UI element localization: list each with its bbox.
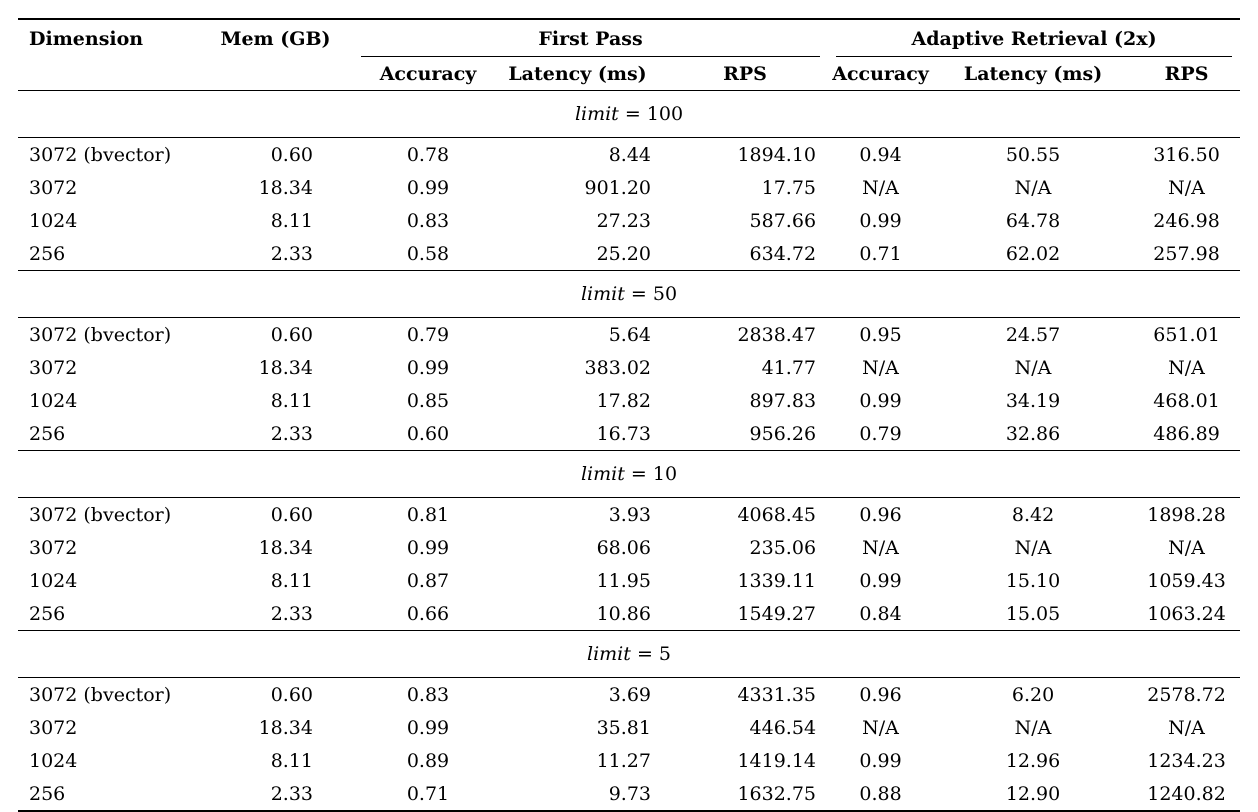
cell-mem: 8.11	[270, 569, 313, 592]
cell-ar-accuracy: N/A	[862, 356, 899, 379]
section-limit-label	[18, 631, 1240, 678]
cell-fp-rps: 956.26	[749, 422, 817, 445]
table-row	[18, 318, 1240, 352]
cell-fp-accuracy: 0.83	[406, 209, 450, 232]
cell-ar-rps: N/A	[1168, 176, 1205, 199]
cell-mem: 0.60	[270, 683, 313, 706]
col-header-fp-rps: RPS	[673, 57, 828, 91]
col-header-ar-latency: Latency (ms)	[933, 57, 1133, 91]
cell-ar-rps: N/A	[1168, 356, 1205, 379]
cell-fp-accuracy: 0.78	[406, 143, 450, 166]
cell-fp-accuracy: 0.66	[406, 602, 450, 625]
cell-ar-rps: 316.50	[1153, 143, 1220, 166]
cell-ar-accuracy: N/A	[862, 716, 899, 739]
cell-ar-accuracy: N/A	[862, 536, 899, 559]
cell-ar-accuracy: 0.94	[859, 143, 902, 166]
benchmark-results-table	[18, 18, 1240, 812]
cell-ar-latency: 6.20	[1011, 683, 1055, 706]
cell-ar-accuracy: 0.96	[859, 503, 902, 526]
cell-ar-latency: 24.57	[1005, 323, 1061, 346]
cell-ar-latency: 32.86	[1005, 422, 1061, 445]
cell-ar-latency: 15.10	[1005, 569, 1061, 592]
col-header-mem: Mem (GB)	[220, 27, 331, 50]
cell-fp-latency: 68.06	[596, 536, 651, 559]
cell-fp-accuracy: 0.99	[406, 716, 450, 739]
col-group-first-pass: First Pass	[353, 19, 828, 57]
cell-ar-accuracy: 0.84	[859, 602, 902, 625]
cell-mem: 0.60	[270, 143, 313, 166]
table-row	[18, 138, 1240, 172]
cell-ar-rps: N/A	[1168, 716, 1205, 739]
table-body	[18, 91, 1240, 812]
cell-ar-accuracy: 0.71	[859, 242, 902, 265]
cell-ar-latency: 12.96	[1005, 749, 1061, 772]
cell-mem: 8.11	[270, 389, 313, 412]
limit-variable: limit	[587, 643, 631, 665]
cell-fp-rps: 4331.35	[737, 683, 817, 706]
cell-ar-rps: 246.98	[1153, 209, 1220, 232]
cell-mem: 2.33	[270, 782, 313, 805]
table-row	[18, 597, 1240, 631]
cell-ar-accuracy: 0.88	[859, 782, 902, 805]
cell-fp-rps: 897.83	[749, 389, 817, 412]
section-limit-label	[18, 91, 1240, 138]
table-row	[18, 711, 1240, 744]
cell-ar-latency: N/A	[1014, 536, 1052, 559]
cell-mem: 2.33	[270, 422, 313, 445]
cell-fp-rps: 1419.14	[737, 749, 817, 772]
cell-fp-accuracy: 0.99	[406, 536, 450, 559]
cell-mem: 2.33	[270, 242, 313, 265]
cell-ar-rps: 1059.43	[1147, 569, 1226, 592]
cell-ar-accuracy: 0.96	[859, 683, 902, 706]
cell-fp-accuracy: 0.99	[406, 176, 450, 199]
section-limit-label	[18, 451, 1240, 498]
cell-mem: 18.34	[258, 176, 313, 199]
cell-fp-rps: 235.06	[749, 536, 817, 559]
cell-dimension: 3072 (bvector)	[29, 323, 172, 346]
cell-fp-accuracy: 0.60	[406, 422, 450, 445]
cell-dimension: 256	[29, 782, 66, 805]
cell-mem: 8.11	[270, 209, 313, 232]
cell-ar-latency: 12.90	[1005, 782, 1061, 805]
cell-fp-latency: 11.95	[596, 569, 651, 592]
cell-fp-accuracy: 0.58	[406, 242, 450, 265]
cell-fp-rps: 587.66	[749, 209, 817, 232]
cell-mem: 8.11	[270, 749, 313, 772]
section-header-limit-100	[18, 91, 1240, 138]
cell-dimension: 3072	[29, 716, 78, 739]
cell-fp-accuracy: 0.81	[406, 503, 450, 526]
cell-ar-latency: 8.42	[1011, 503, 1055, 526]
cell-dimension: 1024	[29, 389, 78, 412]
cell-ar-rps: 468.01	[1153, 389, 1220, 412]
cell-fp-latency: 8.44	[608, 143, 651, 166]
cell-mem: 18.34	[258, 356, 313, 379]
cell-ar-latency: N/A	[1014, 356, 1052, 379]
cell-dimension: 3072	[29, 536, 78, 559]
cell-ar-accuracy: 0.99	[859, 749, 902, 772]
cell-dimension: 1024	[29, 749, 78, 772]
limit-variable: limit	[580, 283, 625, 305]
cell-dimension: 3072 (bvector)	[29, 503, 172, 526]
cell-dimension: 256	[29, 422, 66, 445]
cell-ar-rps: 651.01	[1153, 323, 1220, 346]
table-row	[18, 384, 1240, 417]
table-row	[18, 744, 1240, 777]
cell-fp-latency: 17.82	[596, 389, 651, 412]
cell-dimension: 1024	[29, 569, 78, 592]
cell-ar-latency: 15.05	[1005, 602, 1061, 625]
cell-fp-rps: 2838.47	[737, 323, 817, 346]
cell-fp-latency: 9.73	[608, 782, 651, 805]
cell-fp-latency: 5.64	[608, 323, 651, 346]
cell-dimension: 3072	[29, 356, 78, 379]
col-group-adaptive-retrieval: Adaptive Retrieval (2x)	[828, 19, 1240, 57]
table-row	[18, 237, 1240, 271]
table-row	[18, 171, 1240, 204]
cell-ar-rps: 1240.82	[1147, 782, 1226, 805]
table-row	[18, 351, 1240, 384]
cell-fp-accuracy: 0.87	[406, 569, 450, 592]
cell-fp-latency: 27.23	[596, 209, 651, 232]
table-row	[18, 678, 1240, 712]
cell-fp-accuracy: 0.83	[406, 683, 450, 706]
cell-ar-rps: 2578.72	[1147, 683, 1226, 706]
cell-fp-accuracy: 0.99	[406, 356, 450, 379]
cell-fp-rps: 634.72	[749, 242, 817, 265]
cell-fp-rps: 446.54	[749, 716, 817, 739]
cell-mem: 18.34	[258, 716, 313, 739]
cell-fp-latency: 10.86	[596, 602, 651, 625]
section-header-limit-5	[18, 631, 1240, 678]
cell-fp-accuracy: 0.79	[406, 323, 450, 346]
cell-fp-rps: 1339.11	[737, 569, 817, 592]
cell-ar-rps: 1898.28	[1147, 503, 1226, 526]
cell-ar-accuracy: N/A	[862, 176, 899, 199]
cell-ar-rps: 257.98	[1153, 242, 1220, 265]
table-row	[18, 204, 1240, 237]
cell-ar-latency: 34.19	[1005, 389, 1061, 412]
cell-ar-accuracy: 0.99	[859, 209, 902, 232]
cell-dimension: 3072	[29, 176, 78, 199]
cell-mem: 0.60	[270, 323, 313, 346]
cell-fp-latency: 11.27	[596, 749, 651, 772]
cell-dimension: 3072 (bvector)	[29, 683, 172, 706]
cell-ar-accuracy: 0.79	[859, 422, 902, 445]
cell-mem: 18.34	[258, 536, 313, 559]
cell-dimension: 256	[29, 602, 66, 625]
cell-fp-latency: 383.02	[584, 356, 651, 379]
cell-ar-latency: N/A	[1014, 716, 1052, 739]
limit-variable: limit	[574, 103, 619, 125]
limit-value: = 5	[636, 643, 672, 665]
section-limit-label	[18, 271, 1240, 318]
cell-fp-latency: 3.69	[608, 683, 651, 706]
cell-ar-rps: 486.89	[1153, 422, 1220, 445]
subheader-spacer-dimension	[18, 57, 198, 91]
table-row	[18, 564, 1240, 597]
col-header-dimension: Dimension	[29, 27, 144, 50]
cell-ar-latency: 64.78	[1005, 209, 1061, 232]
cell-fp-latency: 16.73	[596, 422, 651, 445]
section-header-limit-10	[18, 451, 1240, 498]
cell-ar-rps: 1063.24	[1147, 602, 1226, 625]
cell-ar-rps: N/A	[1168, 536, 1205, 559]
table-header	[18, 19, 1240, 91]
limit-value: = 10	[630, 463, 678, 485]
cell-fp-rps: 4068.45	[737, 503, 817, 526]
cell-ar-latency: N/A	[1014, 176, 1052, 199]
cell-fp-accuracy: 0.89	[406, 749, 450, 772]
cell-ar-rps: 1234.23	[1147, 749, 1226, 772]
table-row	[18, 531, 1240, 564]
cell-fp-accuracy: 0.85	[406, 389, 450, 412]
section-header-limit-50	[18, 271, 1240, 318]
cell-fp-rps: 1549.27	[737, 602, 817, 625]
col-header-ar-accuracy: Accuracy	[828, 57, 933, 91]
limit-variable: limit	[580, 463, 625, 485]
cell-ar-accuracy: 0.95	[859, 323, 902, 346]
table-row	[18, 417, 1240, 451]
cell-ar-accuracy: 0.99	[859, 569, 902, 592]
cell-fp-rps: 17.75	[761, 176, 817, 199]
table-row	[18, 777, 1240, 811]
cell-fp-latency: 901.20	[584, 176, 651, 199]
cell-dimension: 256	[29, 242, 66, 265]
limit-value: = 100	[624, 103, 684, 125]
cell-dimension: 1024	[29, 209, 78, 232]
cell-dimension: 3072 (bvector)	[29, 143, 172, 166]
cell-ar-accuracy: 0.99	[859, 389, 902, 412]
col-header-ar-rps: RPS	[1133, 57, 1240, 91]
table-row	[18, 498, 1240, 532]
col-header-fp-latency: Latency (ms)	[503, 57, 673, 91]
cell-ar-latency: 62.02	[1005, 242, 1061, 265]
cell-mem: 2.33	[270, 602, 313, 625]
cell-fp-rps: 1632.75	[737, 782, 817, 805]
cell-fp-rps: 1894.10	[737, 143, 817, 166]
cell-fp-latency: 3.93	[608, 503, 651, 526]
cell-fp-accuracy: 0.71	[406, 782, 450, 805]
cell-fp-latency: 25.20	[596, 242, 651, 265]
subheader-spacer-mem	[198, 57, 353, 91]
cell-fp-latency: 35.81	[596, 716, 651, 739]
cell-fp-rps: 41.77	[761, 356, 817, 379]
cell-ar-latency: 50.55	[1005, 143, 1061, 166]
col-header-fp-accuracy: Accuracy	[353, 57, 503, 91]
cell-mem: 0.60	[270, 503, 313, 526]
limit-value: = 50	[630, 283, 678, 305]
